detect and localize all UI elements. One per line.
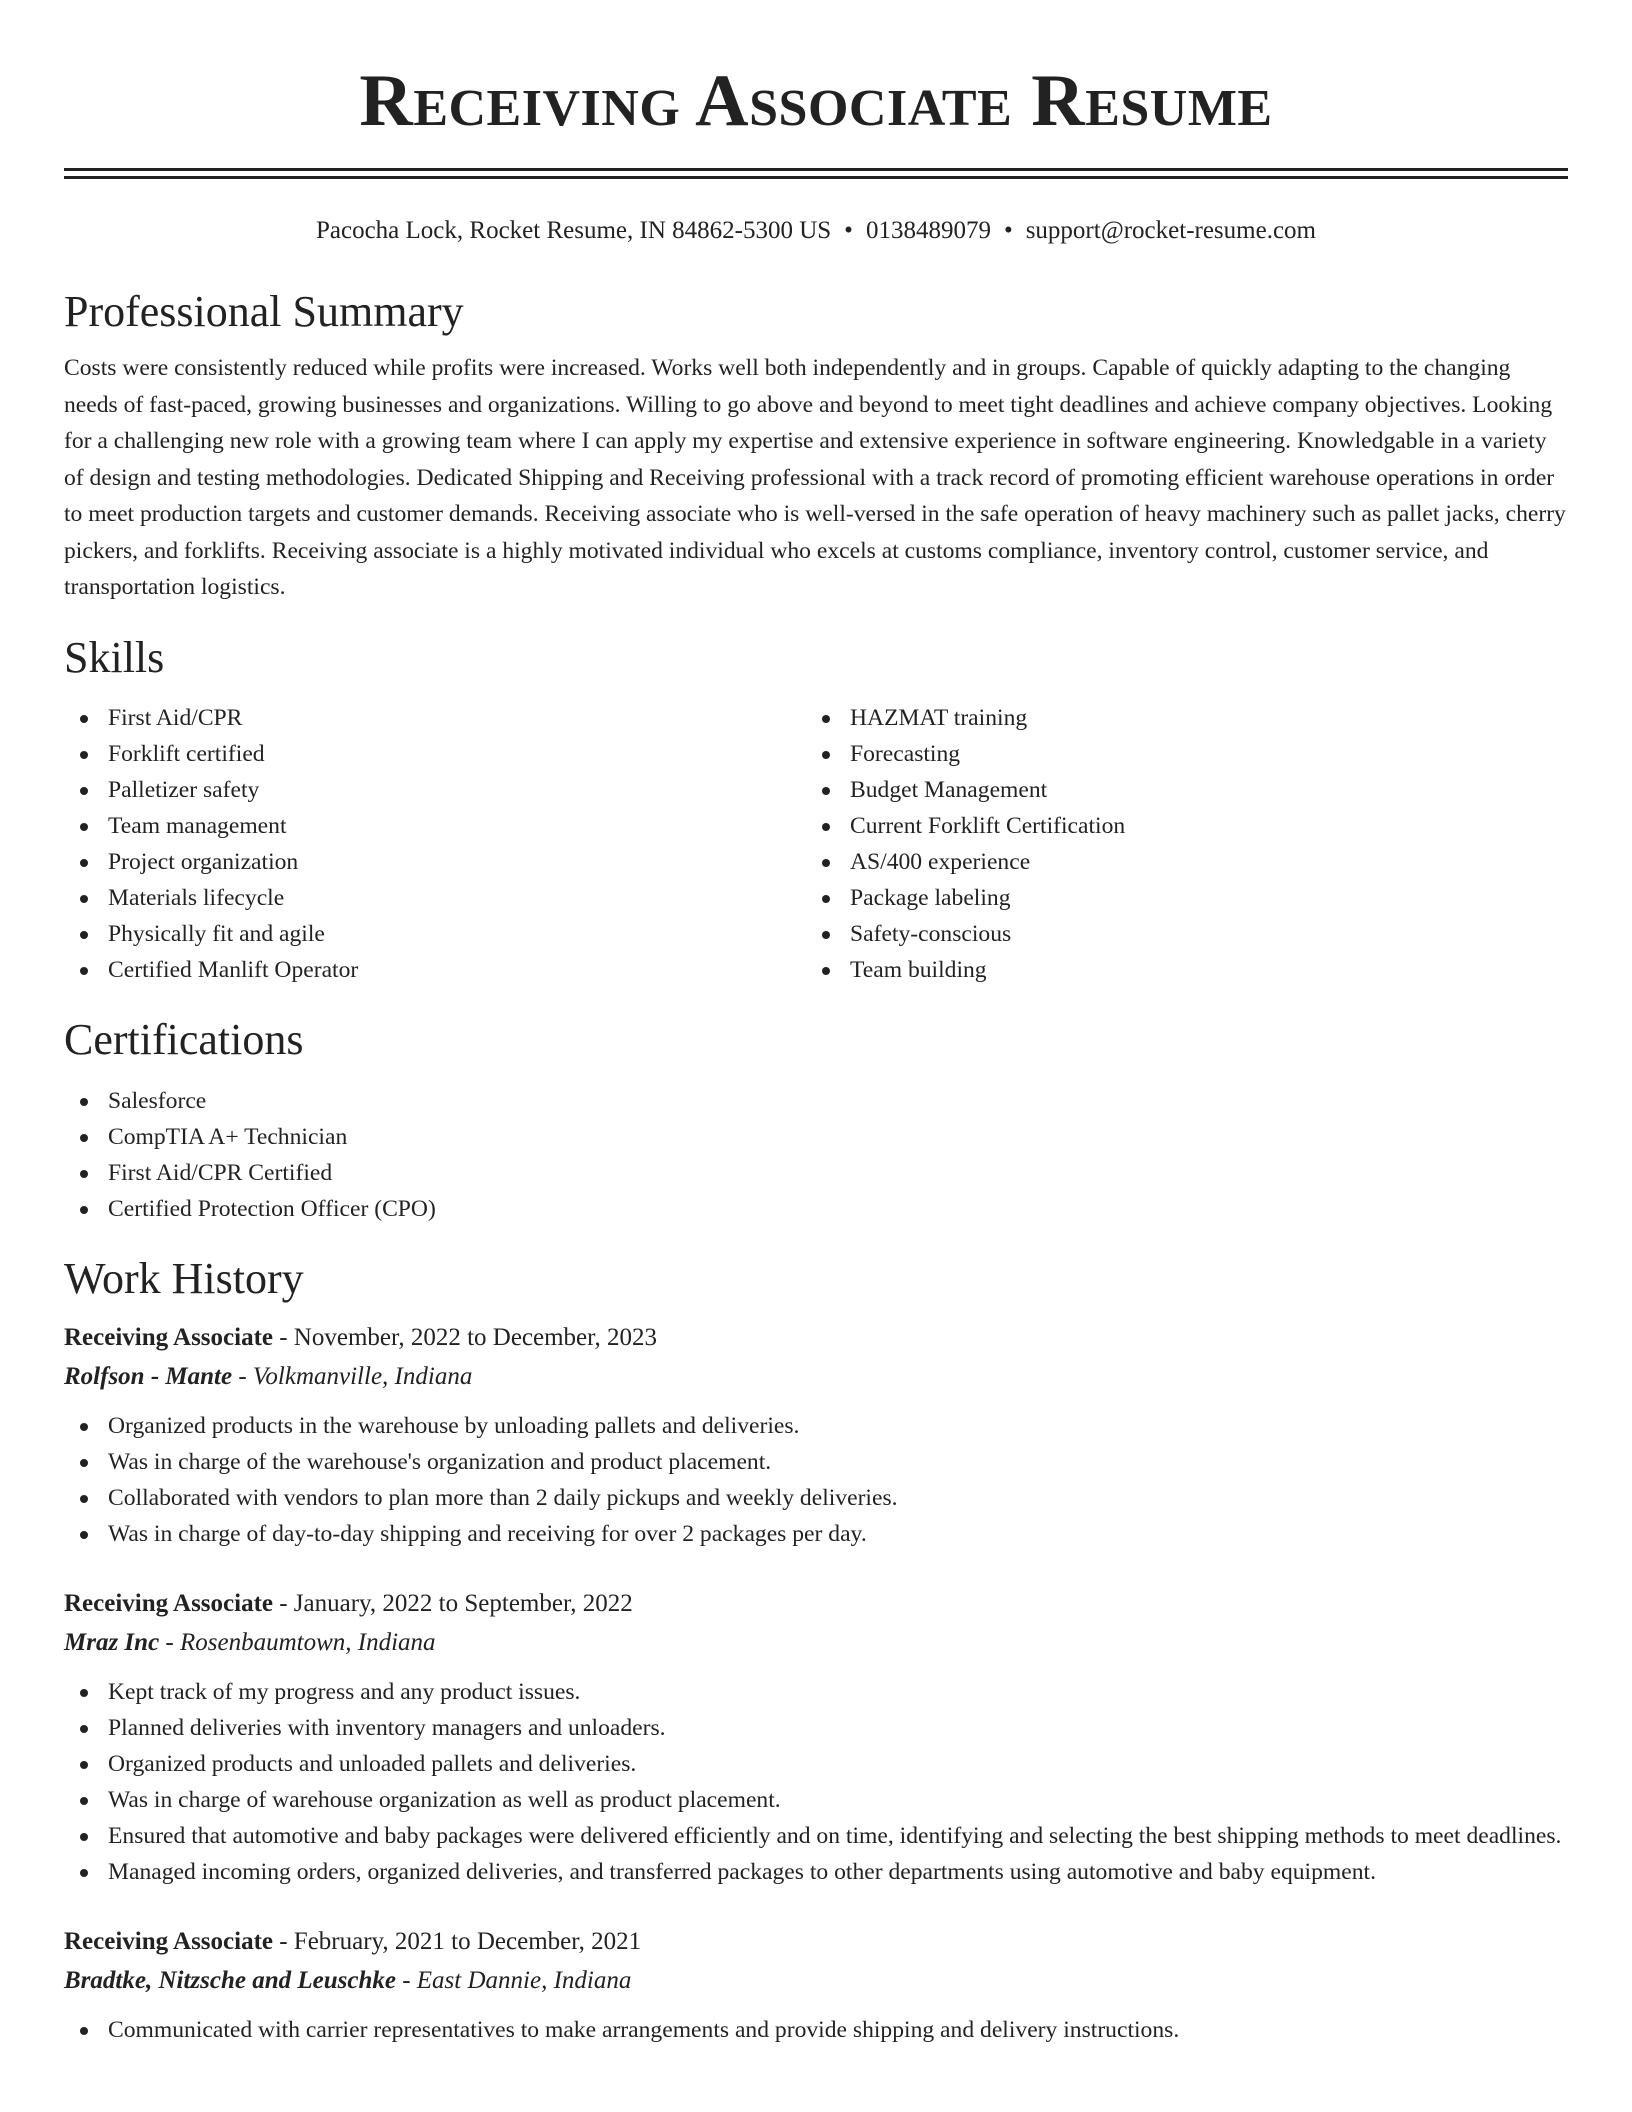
job-bullet: Collaborated with vendors to plan more than 2 daily pickups and weekly deliveries. [64, 1480, 1568, 1516]
job-entry [64, 1922, 1568, 2048]
job-company-line [64, 1358, 1568, 1396]
skill-item: Safety-conscious [806, 916, 1548, 952]
certifications-heading: Certifications [64, 1014, 304, 1064]
skills-heading: Skills [64, 632, 165, 682]
job-location: - Volkmanville, Indiana [232, 1362, 473, 1390]
resume-title: Receiving Associate Resume [359, 60, 1273, 142]
job-bullet: Organized products in the warehouse by unloading pallets and deliveries. [64, 1408, 1568, 1444]
certification-item: CompTIA A+ Technician [64, 1119, 1568, 1155]
job-entry [64, 1318, 1568, 1552]
skill-item: HAZMAT training [806, 700, 1548, 736]
contact-separator: • [844, 217, 853, 244]
skill-item: AS/400 experience [806, 844, 1548, 880]
job-bullet: Managed incoming orders, organized deliveries, and transferred packages to other departments using automotive and baby equipment. [64, 1854, 1568, 1890]
job-title: Receiving Associate [64, 1927, 273, 1955]
job-bullets [64, 2012, 1568, 2048]
skill-item: Package labeling [806, 880, 1548, 916]
contact-address: Pacocha Lock, Rocket Resume, IN 84862-5300 US [315, 217, 832, 244]
skill-item: Team management [64, 808, 806, 844]
job-dates: - February, 2021 to December, 2021 [272, 1927, 642, 1955]
job-bullet: Was in charge of day-to-day shipping and receiving for over 2 packages per day. [64, 1516, 1568, 1552]
skills-list-left [64, 700, 806, 988]
skill-item: Certified Manlift Operator [64, 952, 806, 988]
skill-item: Current Forklift Certification [806, 808, 1548, 844]
skills-columns [64, 700, 1568, 988]
job-dates: - November, 2022 to December, 2023 [272, 1323, 657, 1351]
skill-item: Project organization [64, 844, 806, 880]
job-bullet: Communicated with carrier representatives to make arrangements and provide shipping and delivery instructions. [64, 2012, 1568, 2048]
skill-item: Palletizer safety [64, 772, 806, 808]
skills-list-right [806, 700, 1548, 988]
job-title: Receiving Associate [64, 1323, 273, 1351]
job-title-line [64, 1584, 1568, 1624]
certification-item: Certified Protection Officer (CPO) [64, 1191, 1568, 1227]
skill-item: Physically fit and agile [64, 916, 806, 952]
skill-item: Team building [806, 952, 1548, 988]
job-company-line [64, 1624, 1568, 1662]
job-company: Bradtke, Nitzsche and Leuschke [64, 1966, 396, 1994]
contact-line [64, 216, 1568, 246]
summary-heading: Professional Summary [64, 287, 464, 336]
certification-item: Salesforce [64, 1083, 1568, 1119]
job-title-line [64, 1922, 1568, 1962]
work-history-heading: Work History [64, 1253, 304, 1303]
job-company: Rolfson - Mante [64, 1362, 233, 1390]
skill-item: Forklift certified [64, 736, 806, 772]
job-bullet: Kept track of my progress and any product issues. [64, 1674, 1568, 1710]
skill-item: Forecasting [806, 736, 1548, 772]
certifications-list [64, 1083, 1568, 1227]
certification-item: First Aid/CPR Certified [64, 1155, 1568, 1191]
job-dates: - January, 2022 to September, 2022 [272, 1589, 633, 1617]
contact-separator: • [1003, 217, 1013, 244]
job-location: - Rosenbaumtown, Indiana [159, 1628, 436, 1656]
contact-phone: 0138489079 [865, 217, 991, 244]
job-company: Mraz Inc [64, 1628, 160, 1656]
job-entry [64, 1584, 1568, 1890]
skill-item: First Aid/CPR [64, 700, 806, 736]
job-bullet: Organized products and unloaded pallets and deliveries. [64, 1746, 1568, 1782]
skill-item: Budget Management [806, 772, 1548, 808]
job-bullets [64, 1674, 1568, 1890]
skill-item: Materials lifecycle [64, 880, 806, 916]
job-location: - East Dannie, Indiana [395, 1966, 632, 1994]
resume-page [64, 0, 1568, 2048]
contact-email: support@rocket-resume.com [1025, 217, 1316, 244]
job-bullet: Planned deliveries with inventory managers and unloaders. [64, 1710, 1568, 1746]
job-bullet: Was in charge of warehouse organization as well as product placement. [64, 1782, 1568, 1818]
job-bullets [64, 1408, 1568, 1552]
job-company-line [64, 1962, 1568, 2000]
summary-text: Costs were consistently reduced while profits were increased. Works well both independently and in groups. Capable of quickly adapting to the changing needs of fast-paced, growing businesses and organizations. Willing to go above and beyond to meet tight deadlines and achieve company objectives. Looking for a challenging new role with a growing team where I can apply my expertise and extensive experience in software engineering. Knowledgable in a variety of design and testing methodologies. Dedicated Shipping and Receiving professional with a track record of promoting efficient warehouse operations in order to meet production targets and customer demands. Receiving associate who is well-versed in the safe operation of heavy machinery such as pallet jacks, cherry pickers, and forklifts. Receiving associate is a highly motivated individual who excels at customs compliance, inventory control, customer service, and transportation logistics. [64, 355, 1566, 600]
job-bullet: Ensured that automotive and baby packages were delivered efficiently and on time, identifying and selecting the best shipping methods to meet deadlines. [64, 1818, 1568, 1854]
job-bullet: Was in charge of the warehouse's organization and product placement. [64, 1444, 1568, 1480]
job-title-line [64, 1318, 1568, 1358]
job-title: Receiving Associate [64, 1589, 273, 1617]
title-divider [64, 168, 1568, 179]
